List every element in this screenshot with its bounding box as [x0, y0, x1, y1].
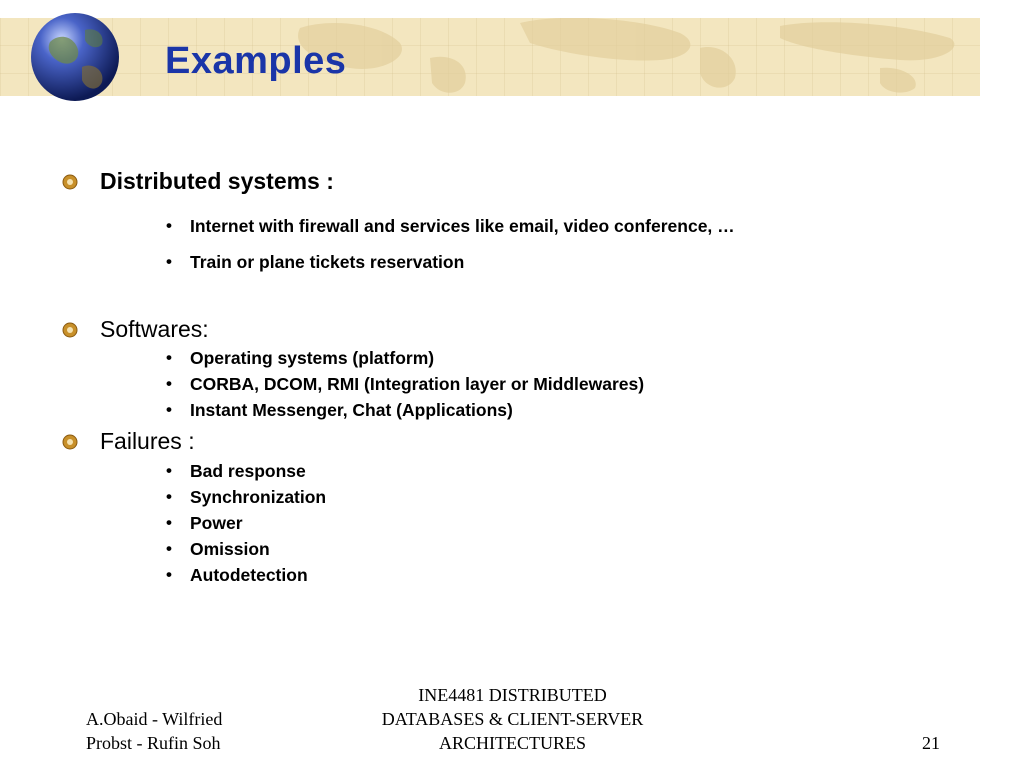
section-heading-text: Softwares:	[100, 316, 209, 342]
section-heading	[62, 316, 209, 343]
header-band	[0, 18, 980, 96]
world-map-decoration	[0, 18, 980, 96]
slide-title: Examples	[165, 40, 347, 82]
bullet-disc-icon	[62, 174, 78, 190]
section-distributed-systems	[62, 168, 334, 195]
list-item: • Omission	[166, 538, 270, 559]
sub-list-failures	[166, 458, 326, 588]
list-item: • Internet with firewall and services like email, video conference, …	[166, 215, 735, 236]
list-item: • Power	[166, 512, 243, 533]
list-item: • Synchronization	[166, 486, 327, 507]
sub-list-softwares	[166, 345, 644, 423]
footer-course: INE4481 DISTRIBUTED DATABASES & CLIENT-SERVER ARCHITECTURES	[381, 685, 644, 753]
page-number: 21	[922, 733, 940, 753]
section-failures	[62, 428, 195, 455]
list-item: • Instant Messenger, Chat (Applications)	[166, 399, 513, 420]
section-softwares	[62, 316, 209, 343]
section-heading-text: Failures :	[100, 428, 195, 454]
list-item: • Operating systems (platform)	[166, 347, 435, 368]
footer-authors: A.Obaid - Wilfried Probst - Rufin Soh	[86, 709, 223, 753]
list-item: • Autodetection	[166, 564, 308, 585]
globe-icon	[30, 12, 120, 102]
list-item: • CORBA, DCOM, RMI (Integration layer or Middlewares)	[166, 373, 645, 394]
bullet-disc-icon	[62, 322, 78, 338]
section-heading	[62, 168, 334, 195]
sub-list-distributed-systems	[166, 208, 735, 280]
section-heading-text: Distributed systems :	[100, 168, 334, 194]
section-heading	[62, 428, 195, 455]
bullet-disc-icon	[62, 434, 78, 450]
list-item: • Train or plane tickets reservation	[166, 251, 465, 272]
list-item: • Bad response	[166, 460, 306, 481]
